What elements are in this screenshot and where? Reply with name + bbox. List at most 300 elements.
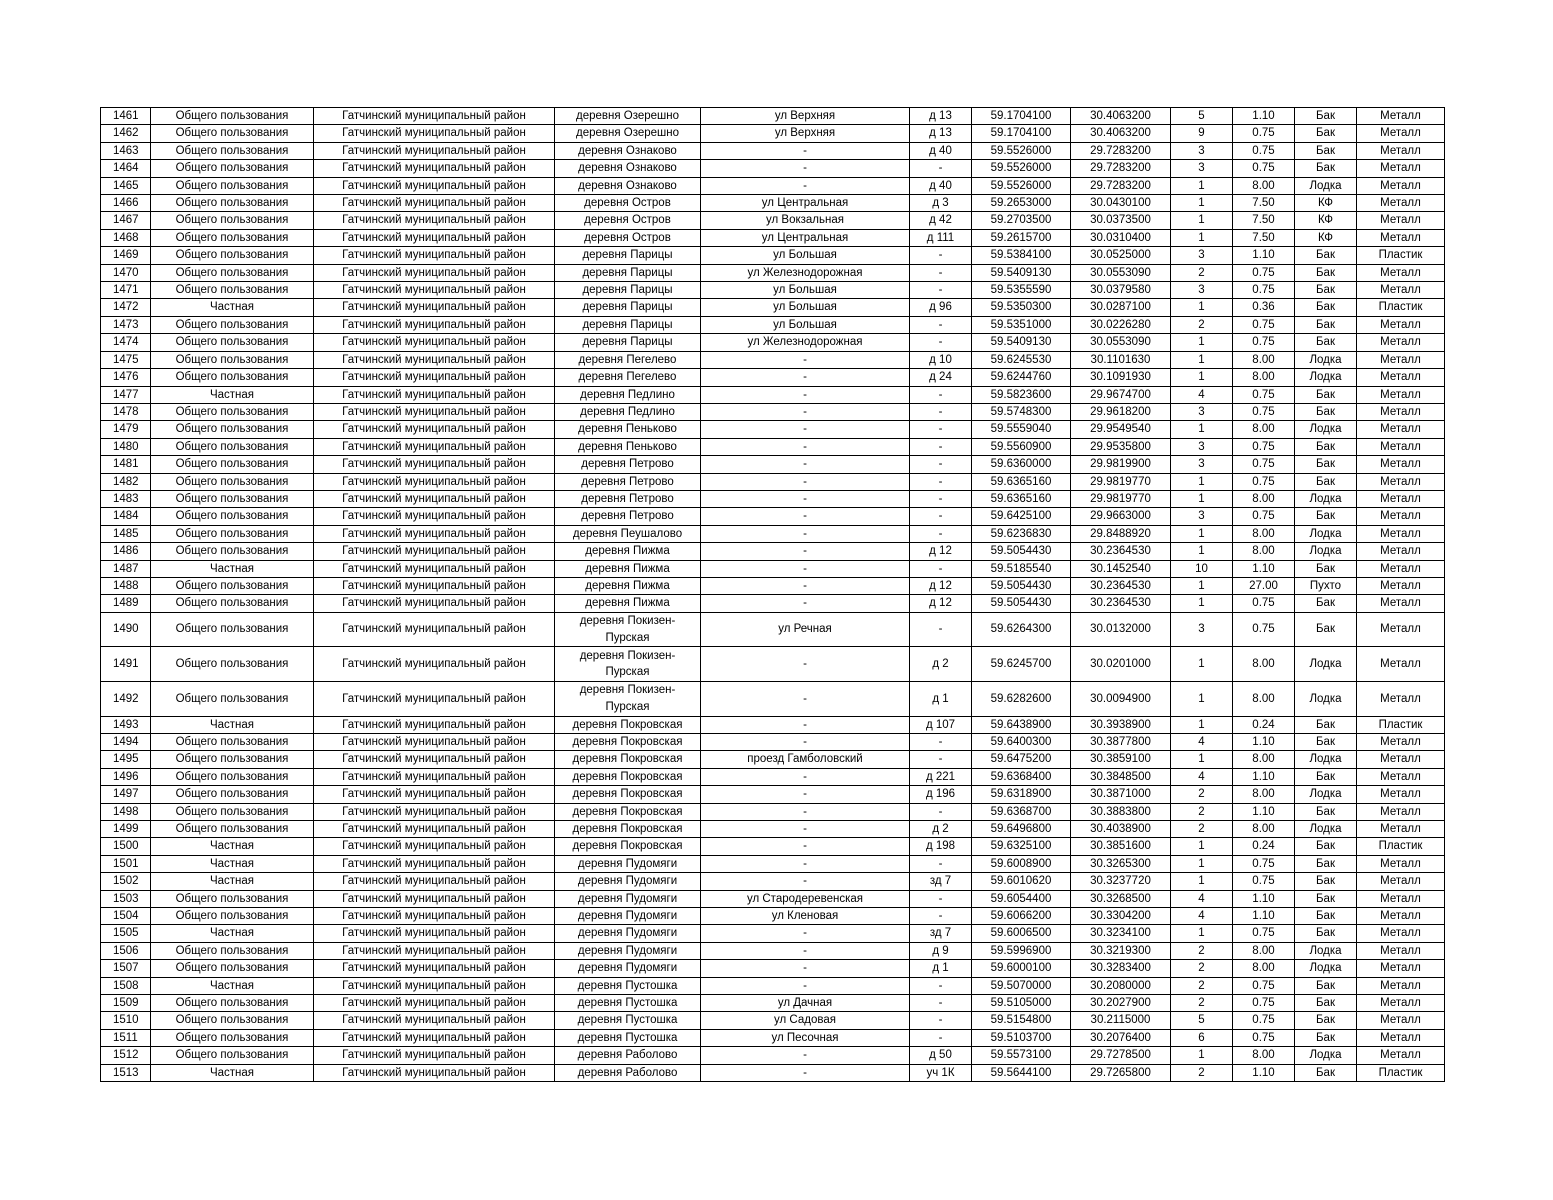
container-count-cell: 3 bbox=[1171, 160, 1233, 177]
row-number-cell: 1494 bbox=[101, 733, 151, 750]
latitude-cell: 59.5559040 bbox=[972, 421, 1071, 438]
settlement-cell: деревня Пудомяги bbox=[555, 855, 701, 872]
container-type-cell: Бак bbox=[1295, 142, 1357, 159]
container-count-cell: 2 bbox=[1171, 1064, 1233, 1081]
house-cell: - bbox=[910, 334, 972, 351]
table-row bbox=[101, 334, 1445, 351]
container-count-cell: 1 bbox=[1171, 334, 1233, 351]
latitude-cell: 59.6008900 bbox=[972, 855, 1071, 872]
house-cell: - bbox=[910, 282, 972, 299]
settlement-cell: деревня Покровская bbox=[555, 768, 701, 785]
house-cell: - bbox=[910, 908, 972, 925]
container-volume-cell: 0.24 bbox=[1233, 716, 1295, 733]
district-cell: Гатчинский муниципальный район bbox=[314, 195, 555, 212]
container-volume-cell: 0.75 bbox=[1233, 403, 1295, 420]
settlement-cell: деревня Покровская bbox=[555, 821, 701, 838]
settlement-cell: деревня Раболово bbox=[555, 1064, 701, 1081]
house-cell: д 111 bbox=[910, 229, 972, 246]
table-row bbox=[101, 751, 1445, 768]
longitude-cell: 30.3848500 bbox=[1071, 768, 1171, 785]
district-cell: Гатчинский муниципальный район bbox=[314, 1029, 555, 1046]
latitude-cell: 59.6066200 bbox=[972, 908, 1071, 925]
table-row bbox=[101, 595, 1445, 612]
latitude-cell: 59.6475200 bbox=[972, 751, 1071, 768]
settlement-cell: деревня Остров bbox=[555, 212, 701, 229]
longitude-cell: 30.2080000 bbox=[1071, 977, 1171, 994]
house-cell: д 96 bbox=[910, 299, 972, 316]
container-count-cell: 1 bbox=[1171, 351, 1233, 368]
district-cell: Гатчинский муниципальный район bbox=[314, 595, 555, 612]
container-volume-cell: 0.75 bbox=[1233, 995, 1295, 1012]
latitude-cell: 59.2703500 bbox=[972, 212, 1071, 229]
latitude-cell: 59.6282600 bbox=[972, 681, 1071, 716]
settlement-cell: деревня Покизен-Пурская bbox=[555, 612, 701, 647]
container-count-cell: 1 bbox=[1171, 177, 1233, 194]
row-number-cell: 1470 bbox=[101, 264, 151, 281]
container-type-cell: Лодка bbox=[1295, 525, 1357, 542]
ownership-type-cell: Общего пользования bbox=[151, 490, 314, 507]
table-row bbox=[101, 125, 1445, 142]
container-count-cell: 1 bbox=[1171, 716, 1233, 733]
container-volume-cell: 8.00 bbox=[1233, 1047, 1295, 1064]
container-material-cell: Металл bbox=[1357, 751, 1445, 768]
container-material-cell: Металл bbox=[1357, 195, 1445, 212]
container-material-cell: Металл bbox=[1357, 508, 1445, 525]
house-cell: д 13 bbox=[910, 108, 972, 125]
row-number-cell: 1505 bbox=[101, 925, 151, 942]
row-number-cell: 1484 bbox=[101, 508, 151, 525]
ownership-type-cell: Общего пользования bbox=[151, 438, 314, 455]
container-volume-cell: 1.10 bbox=[1233, 890, 1295, 907]
latitude-cell: 59.5054430 bbox=[972, 577, 1071, 594]
table-row bbox=[101, 543, 1445, 560]
settlement-cell: деревня Парицы bbox=[555, 264, 701, 281]
ownership-type-cell: Общего пользования bbox=[151, 960, 314, 977]
container-type-cell: Бак bbox=[1295, 890, 1357, 907]
longitude-cell: 30.3877800 bbox=[1071, 733, 1171, 750]
street-cell: - bbox=[701, 803, 910, 820]
container-type-cell: Лодка bbox=[1295, 647, 1357, 682]
container-material-cell: Металл bbox=[1357, 142, 1445, 159]
container-material-cell: Металл bbox=[1357, 212, 1445, 229]
container-count-cell: 2 bbox=[1171, 264, 1233, 281]
latitude-cell: 59.6236830 bbox=[972, 525, 1071, 542]
house-cell: д 3 bbox=[910, 195, 972, 212]
container-type-cell: Бак bbox=[1295, 995, 1357, 1012]
container-count-cell: 3 bbox=[1171, 142, 1233, 159]
district-cell: Гатчинский муниципальный район bbox=[314, 577, 555, 594]
container-count-cell: 2 bbox=[1171, 942, 1233, 959]
row-number-cell: 1511 bbox=[101, 1029, 151, 1046]
container-count-cell: 1 bbox=[1171, 195, 1233, 212]
latitude-cell: 59.5409130 bbox=[972, 334, 1071, 351]
settlement-cell: деревня Пеньково bbox=[555, 438, 701, 455]
settlement-cell: деревня Остров bbox=[555, 195, 701, 212]
street-cell: - bbox=[701, 403, 910, 420]
ownership-type-cell: Общего пользования bbox=[151, 316, 314, 333]
ownership-type-cell: Частная bbox=[151, 977, 314, 994]
street-cell: - bbox=[701, 508, 910, 525]
container-material-cell: Металл bbox=[1357, 369, 1445, 386]
street-cell: - bbox=[701, 525, 910, 542]
settlement-cell: деревня Педлино bbox=[555, 403, 701, 420]
container-count-cell: 3 bbox=[1171, 508, 1233, 525]
table-row bbox=[101, 212, 1445, 229]
longitude-cell: 30.2115000 bbox=[1071, 1012, 1171, 1029]
house-cell: - bbox=[910, 751, 972, 768]
container-material-cell: Металл bbox=[1357, 612, 1445, 647]
latitude-cell: 59.6264300 bbox=[972, 612, 1071, 647]
street-cell: ул Большая bbox=[701, 316, 910, 333]
longitude-cell: 30.0525000 bbox=[1071, 247, 1171, 264]
settlement-cell: деревня Пудомяги bbox=[555, 890, 701, 907]
ownership-type-cell: Общего пользования bbox=[151, 369, 314, 386]
container-material-cell: Металл bbox=[1357, 456, 1445, 473]
container-type-cell: Бак bbox=[1295, 125, 1357, 142]
latitude-cell: 59.5560900 bbox=[972, 438, 1071, 455]
container-material-cell: Металл bbox=[1357, 543, 1445, 560]
district-cell: Гатчинский муниципальный район bbox=[314, 212, 555, 229]
district-cell: Гатчинский муниципальный район bbox=[314, 908, 555, 925]
ownership-type-cell: Частная bbox=[151, 299, 314, 316]
row-number-cell: 1472 bbox=[101, 299, 151, 316]
house-cell: зд 7 bbox=[910, 925, 972, 942]
container-count-cell: 4 bbox=[1171, 733, 1233, 750]
street-cell: ул Стародеревенская bbox=[701, 890, 910, 907]
house-cell: д 2 bbox=[910, 821, 972, 838]
district-cell: Гатчинский муниципальный район bbox=[314, 177, 555, 194]
ownership-type-cell: Общего пользования bbox=[151, 456, 314, 473]
street-cell: - bbox=[701, 855, 910, 872]
settlement-cell: деревня Ознаково bbox=[555, 160, 701, 177]
settlement-cell: деревня Петрово bbox=[555, 456, 701, 473]
container-material-cell: Металл bbox=[1357, 177, 1445, 194]
table-row bbox=[101, 160, 1445, 177]
district-cell: Гатчинский муниципальный район bbox=[314, 560, 555, 577]
house-cell: - bbox=[910, 560, 972, 577]
district-cell: Гатчинский муниципальный район bbox=[314, 264, 555, 281]
container-count-cell: 1 bbox=[1171, 369, 1233, 386]
container-volume-cell: 0.75 bbox=[1233, 125, 1295, 142]
longitude-cell: 30.0226280 bbox=[1071, 316, 1171, 333]
container-type-cell: Лодка bbox=[1295, 1047, 1357, 1064]
latitude-cell: 59.6360000 bbox=[972, 456, 1071, 473]
container-material-cell: Пластик bbox=[1357, 1064, 1445, 1081]
row-number-cell: 1482 bbox=[101, 473, 151, 490]
house-cell: д 50 bbox=[910, 1047, 972, 1064]
container-count-cell: 1 bbox=[1171, 925, 1233, 942]
row-number-cell: 1493 bbox=[101, 716, 151, 733]
container-type-cell: Бак bbox=[1295, 438, 1357, 455]
street-cell: ул Большая bbox=[701, 282, 910, 299]
container-count-cell: 2 bbox=[1171, 316, 1233, 333]
district-cell: Гатчинский муниципальный район bbox=[314, 403, 555, 420]
settlement-cell: деревня Пустошка bbox=[555, 977, 701, 994]
house-cell: - bbox=[910, 612, 972, 647]
ownership-type-cell: Общего пользования bbox=[151, 942, 314, 959]
container-count-cell: 1 bbox=[1171, 855, 1233, 872]
container-type-cell: Лодка bbox=[1295, 490, 1357, 507]
longitude-cell: 29.9549540 bbox=[1071, 421, 1171, 438]
container-count-cell: 1 bbox=[1171, 212, 1233, 229]
ownership-type-cell: Общего пользования bbox=[151, 473, 314, 490]
house-cell: зд 7 bbox=[910, 873, 972, 890]
street-cell: - bbox=[701, 473, 910, 490]
container-volume-cell: 0.75 bbox=[1233, 977, 1295, 994]
container-type-cell: Бак bbox=[1295, 595, 1357, 612]
longitude-cell: 29.7278500 bbox=[1071, 1047, 1171, 1064]
settlement-cell: деревня Покровская bbox=[555, 751, 701, 768]
row-number-cell: 1477 bbox=[101, 386, 151, 403]
container-volume-cell: 0.75 bbox=[1233, 612, 1295, 647]
house-cell: д 12 bbox=[910, 595, 972, 612]
container-volume-cell: 0.75 bbox=[1233, 264, 1295, 281]
latitude-cell: 59.6400300 bbox=[972, 733, 1071, 750]
ownership-type-cell: Частная bbox=[151, 873, 314, 890]
container-count-cell: 5 bbox=[1171, 1012, 1233, 1029]
container-type-cell: Лодка bbox=[1295, 681, 1357, 716]
container-type-cell: Бак bbox=[1295, 508, 1357, 525]
settlement-cell: деревня Петрово bbox=[555, 490, 701, 507]
table-row bbox=[101, 351, 1445, 368]
house-cell: - bbox=[910, 421, 972, 438]
row-number-cell: 1513 bbox=[101, 1064, 151, 1081]
ownership-type-cell: Общего пользования bbox=[151, 647, 314, 682]
latitude-cell: 59.6245700 bbox=[972, 647, 1071, 682]
container-type-cell: Бак bbox=[1295, 768, 1357, 785]
settlement-cell: деревня Пижма bbox=[555, 543, 701, 560]
container-volume-cell: 0.75 bbox=[1233, 855, 1295, 872]
container-count-cell: 2 bbox=[1171, 995, 1233, 1012]
container-count-cell: 3 bbox=[1171, 438, 1233, 455]
house-cell: - bbox=[910, 855, 972, 872]
table-row bbox=[101, 490, 1445, 507]
container-material-cell: Металл bbox=[1357, 821, 1445, 838]
latitude-cell: 59.5054430 bbox=[972, 543, 1071, 560]
table-row bbox=[101, 647, 1445, 682]
street-cell: - bbox=[701, 960, 910, 977]
latitude-cell: 59.5070000 bbox=[972, 977, 1071, 994]
ownership-type-cell: Частная bbox=[151, 1064, 314, 1081]
district-cell: Гатчинский муниципальный район bbox=[314, 525, 555, 542]
district-cell: Гатчинский муниципальный район bbox=[314, 351, 555, 368]
longitude-cell: 29.9618200 bbox=[1071, 403, 1171, 420]
settlement-cell: деревня Ознаково bbox=[555, 142, 701, 159]
table-row bbox=[101, 577, 1445, 594]
longitude-cell: 29.9819900 bbox=[1071, 456, 1171, 473]
district-cell: Гатчинский муниципальный район bbox=[314, 786, 555, 803]
row-number-cell: 1510 bbox=[101, 1012, 151, 1029]
ownership-type-cell: Общего пользования bbox=[151, 1047, 314, 1064]
settlement-cell: деревня Парицы bbox=[555, 299, 701, 316]
street-cell: - bbox=[701, 160, 910, 177]
row-number-cell: 1471 bbox=[101, 282, 151, 299]
container-material-cell: Металл bbox=[1357, 282, 1445, 299]
ownership-type-cell: Общего пользования bbox=[151, 525, 314, 542]
house-cell: - bbox=[910, 1012, 972, 1029]
container-material-cell: Металл bbox=[1357, 421, 1445, 438]
longitude-cell: 29.9819770 bbox=[1071, 490, 1171, 507]
table-row bbox=[101, 247, 1445, 264]
longitude-cell: 30.3304200 bbox=[1071, 908, 1171, 925]
container-material-cell: Металл bbox=[1357, 1029, 1445, 1046]
table-row bbox=[101, 142, 1445, 159]
ownership-type-cell: Общего пользования bbox=[151, 803, 314, 820]
longitude-cell: 29.7265800 bbox=[1071, 1064, 1171, 1081]
container-count-cell: 1 bbox=[1171, 421, 1233, 438]
container-volume-cell: 8.00 bbox=[1233, 821, 1295, 838]
ownership-type-cell: Частная bbox=[151, 386, 314, 403]
container-material-cell: Металл bbox=[1357, 855, 1445, 872]
ownership-type-cell: Частная bbox=[151, 560, 314, 577]
table-row bbox=[101, 473, 1445, 490]
street-cell: - bbox=[701, 733, 910, 750]
longitude-cell: 30.1101630 bbox=[1071, 351, 1171, 368]
ownership-type-cell: Общего пользования bbox=[151, 264, 314, 281]
ownership-type-cell: Общего пользования bbox=[151, 543, 314, 560]
container-type-cell: Лодка bbox=[1295, 421, 1357, 438]
latitude-cell: 59.2653000 bbox=[972, 195, 1071, 212]
street-cell: - bbox=[701, 560, 910, 577]
longitude-cell: 29.8488920 bbox=[1071, 525, 1171, 542]
longitude-cell: 30.2364530 bbox=[1071, 543, 1171, 560]
house-cell: - bbox=[910, 995, 972, 1012]
settlement-cell: деревня Покровская bbox=[555, 838, 701, 855]
row-number-cell: 1489 bbox=[101, 595, 151, 612]
latitude-cell: 59.6244760 bbox=[972, 369, 1071, 386]
ownership-type-cell: Общего пользования bbox=[151, 421, 314, 438]
container-volume-cell: 0.75 bbox=[1233, 334, 1295, 351]
table-row bbox=[101, 786, 1445, 803]
container-material-cell: Металл bbox=[1357, 925, 1445, 942]
container-type-cell: Бак bbox=[1295, 1012, 1357, 1029]
house-cell: - bbox=[910, 438, 972, 455]
row-number-cell: 1499 bbox=[101, 821, 151, 838]
settlement-cell: деревня Петрово bbox=[555, 508, 701, 525]
container-count-cell: 1 bbox=[1171, 1047, 1233, 1064]
container-volume-cell: 8.00 bbox=[1233, 751, 1295, 768]
container-material-cell: Металл bbox=[1357, 438, 1445, 455]
latitude-cell: 59.2615700 bbox=[972, 229, 1071, 246]
longitude-cell: 30.3859100 bbox=[1071, 751, 1171, 768]
container-count-cell: 4 bbox=[1171, 908, 1233, 925]
longitude-cell: 30.2076400 bbox=[1071, 1029, 1171, 1046]
district-cell: Гатчинский муниципальный район bbox=[314, 977, 555, 994]
house-cell: - bbox=[910, 456, 972, 473]
street-cell: - bbox=[701, 925, 910, 942]
row-number-cell: 1500 bbox=[101, 838, 151, 855]
container-volume-cell: 8.00 bbox=[1233, 177, 1295, 194]
house-cell: - bbox=[910, 803, 972, 820]
ownership-type-cell: Общего пользования bbox=[151, 508, 314, 525]
ownership-type-cell: Общего пользования bbox=[151, 768, 314, 785]
settlement-cell: деревня Парицы bbox=[555, 316, 701, 333]
settlement-cell: деревня Пеньково bbox=[555, 421, 701, 438]
row-number-cell: 1483 bbox=[101, 490, 151, 507]
row-number-cell: 1497 bbox=[101, 786, 151, 803]
table-row bbox=[101, 925, 1445, 942]
house-cell: - bbox=[910, 525, 972, 542]
district-cell: Гатчинский муниципальный район bbox=[314, 108, 555, 125]
latitude-cell: 59.6000100 bbox=[972, 960, 1071, 977]
longitude-cell: 30.3851600 bbox=[1071, 838, 1171, 855]
street-cell: ул Центральная bbox=[701, 195, 910, 212]
latitude-cell: 59.5748300 bbox=[972, 403, 1071, 420]
container-volume-cell: 1.10 bbox=[1233, 108, 1295, 125]
container-count-cell: 3 bbox=[1171, 282, 1233, 299]
settlement-cell: деревня Пустошка bbox=[555, 1029, 701, 1046]
container-material-cell: Пластик bbox=[1357, 299, 1445, 316]
longitude-cell: 30.4063200 bbox=[1071, 125, 1171, 142]
settlement-cell: деревня Покизен-Пурская bbox=[555, 681, 701, 716]
ownership-type-cell: Общего пользования bbox=[151, 195, 314, 212]
container-volume-cell: 0.75 bbox=[1233, 473, 1295, 490]
container-count-cell: 2 bbox=[1171, 821, 1233, 838]
street-cell: - bbox=[701, 768, 910, 785]
longitude-cell: 30.0430100 bbox=[1071, 195, 1171, 212]
house-cell: д 1 bbox=[910, 960, 972, 977]
row-number-cell: 1495 bbox=[101, 751, 151, 768]
container-type-cell: Лодка bbox=[1295, 751, 1357, 768]
longitude-cell: 30.4038900 bbox=[1071, 821, 1171, 838]
container-volume-cell: 0.75 bbox=[1233, 595, 1295, 612]
container-material-cell: Металл bbox=[1357, 908, 1445, 925]
house-cell: д 40 bbox=[910, 177, 972, 194]
container-count-cell: 1 bbox=[1171, 490, 1233, 507]
container-material-cell: Металл bbox=[1357, 995, 1445, 1012]
district-cell: Гатчинский муниципальный район bbox=[314, 855, 555, 872]
street-cell: - bbox=[701, 647, 910, 682]
district-cell: Гатчинский муниципальный район bbox=[314, 942, 555, 959]
container-count-cell: 5 bbox=[1171, 108, 1233, 125]
ownership-type-cell: Общего пользования bbox=[151, 733, 314, 750]
container-count-cell: 4 bbox=[1171, 890, 1233, 907]
street-cell: ул Кленовая bbox=[701, 908, 910, 925]
container-material-cell: Металл bbox=[1357, 942, 1445, 959]
container-type-cell: Бак bbox=[1295, 716, 1357, 733]
container-material-cell: Металл bbox=[1357, 473, 1445, 490]
container-volume-cell: 7.50 bbox=[1233, 212, 1295, 229]
container-type-cell: Лодка bbox=[1295, 821, 1357, 838]
row-number-cell: 1479 bbox=[101, 421, 151, 438]
ownership-type-cell: Общего пользования bbox=[151, 212, 314, 229]
house-cell: д 12 bbox=[910, 543, 972, 560]
row-number-cell: 1462 bbox=[101, 125, 151, 142]
row-number-cell: 1501 bbox=[101, 855, 151, 872]
district-cell: Гатчинский муниципальный район bbox=[314, 421, 555, 438]
latitude-cell: 59.6245530 bbox=[972, 351, 1071, 368]
house-cell: д 40 bbox=[910, 142, 972, 159]
table-row bbox=[101, 508, 1445, 525]
settlement-cell: деревня Покровская bbox=[555, 786, 701, 803]
longitude-cell: 30.1452540 bbox=[1071, 560, 1171, 577]
container-volume-cell: 8.00 bbox=[1233, 369, 1295, 386]
container-type-cell: Бак bbox=[1295, 264, 1357, 281]
house-cell: - bbox=[910, 1029, 972, 1046]
district-cell: Гатчинский муниципальный район bbox=[314, 438, 555, 455]
house-cell: д 42 bbox=[910, 212, 972, 229]
container-material-cell: Металл bbox=[1357, 733, 1445, 750]
longitude-cell: 30.3871000 bbox=[1071, 786, 1171, 803]
container-count-cell: 1 bbox=[1171, 525, 1233, 542]
row-number-cell: 1465 bbox=[101, 177, 151, 194]
table-row bbox=[101, 403, 1445, 420]
latitude-cell: 59.5054430 bbox=[972, 595, 1071, 612]
container-volume-cell: 7.50 bbox=[1233, 195, 1295, 212]
longitude-cell: 29.9535800 bbox=[1071, 438, 1171, 455]
settlement-cell: деревня Покизен-Пурская bbox=[555, 647, 701, 682]
row-number-cell: 1463 bbox=[101, 142, 151, 159]
